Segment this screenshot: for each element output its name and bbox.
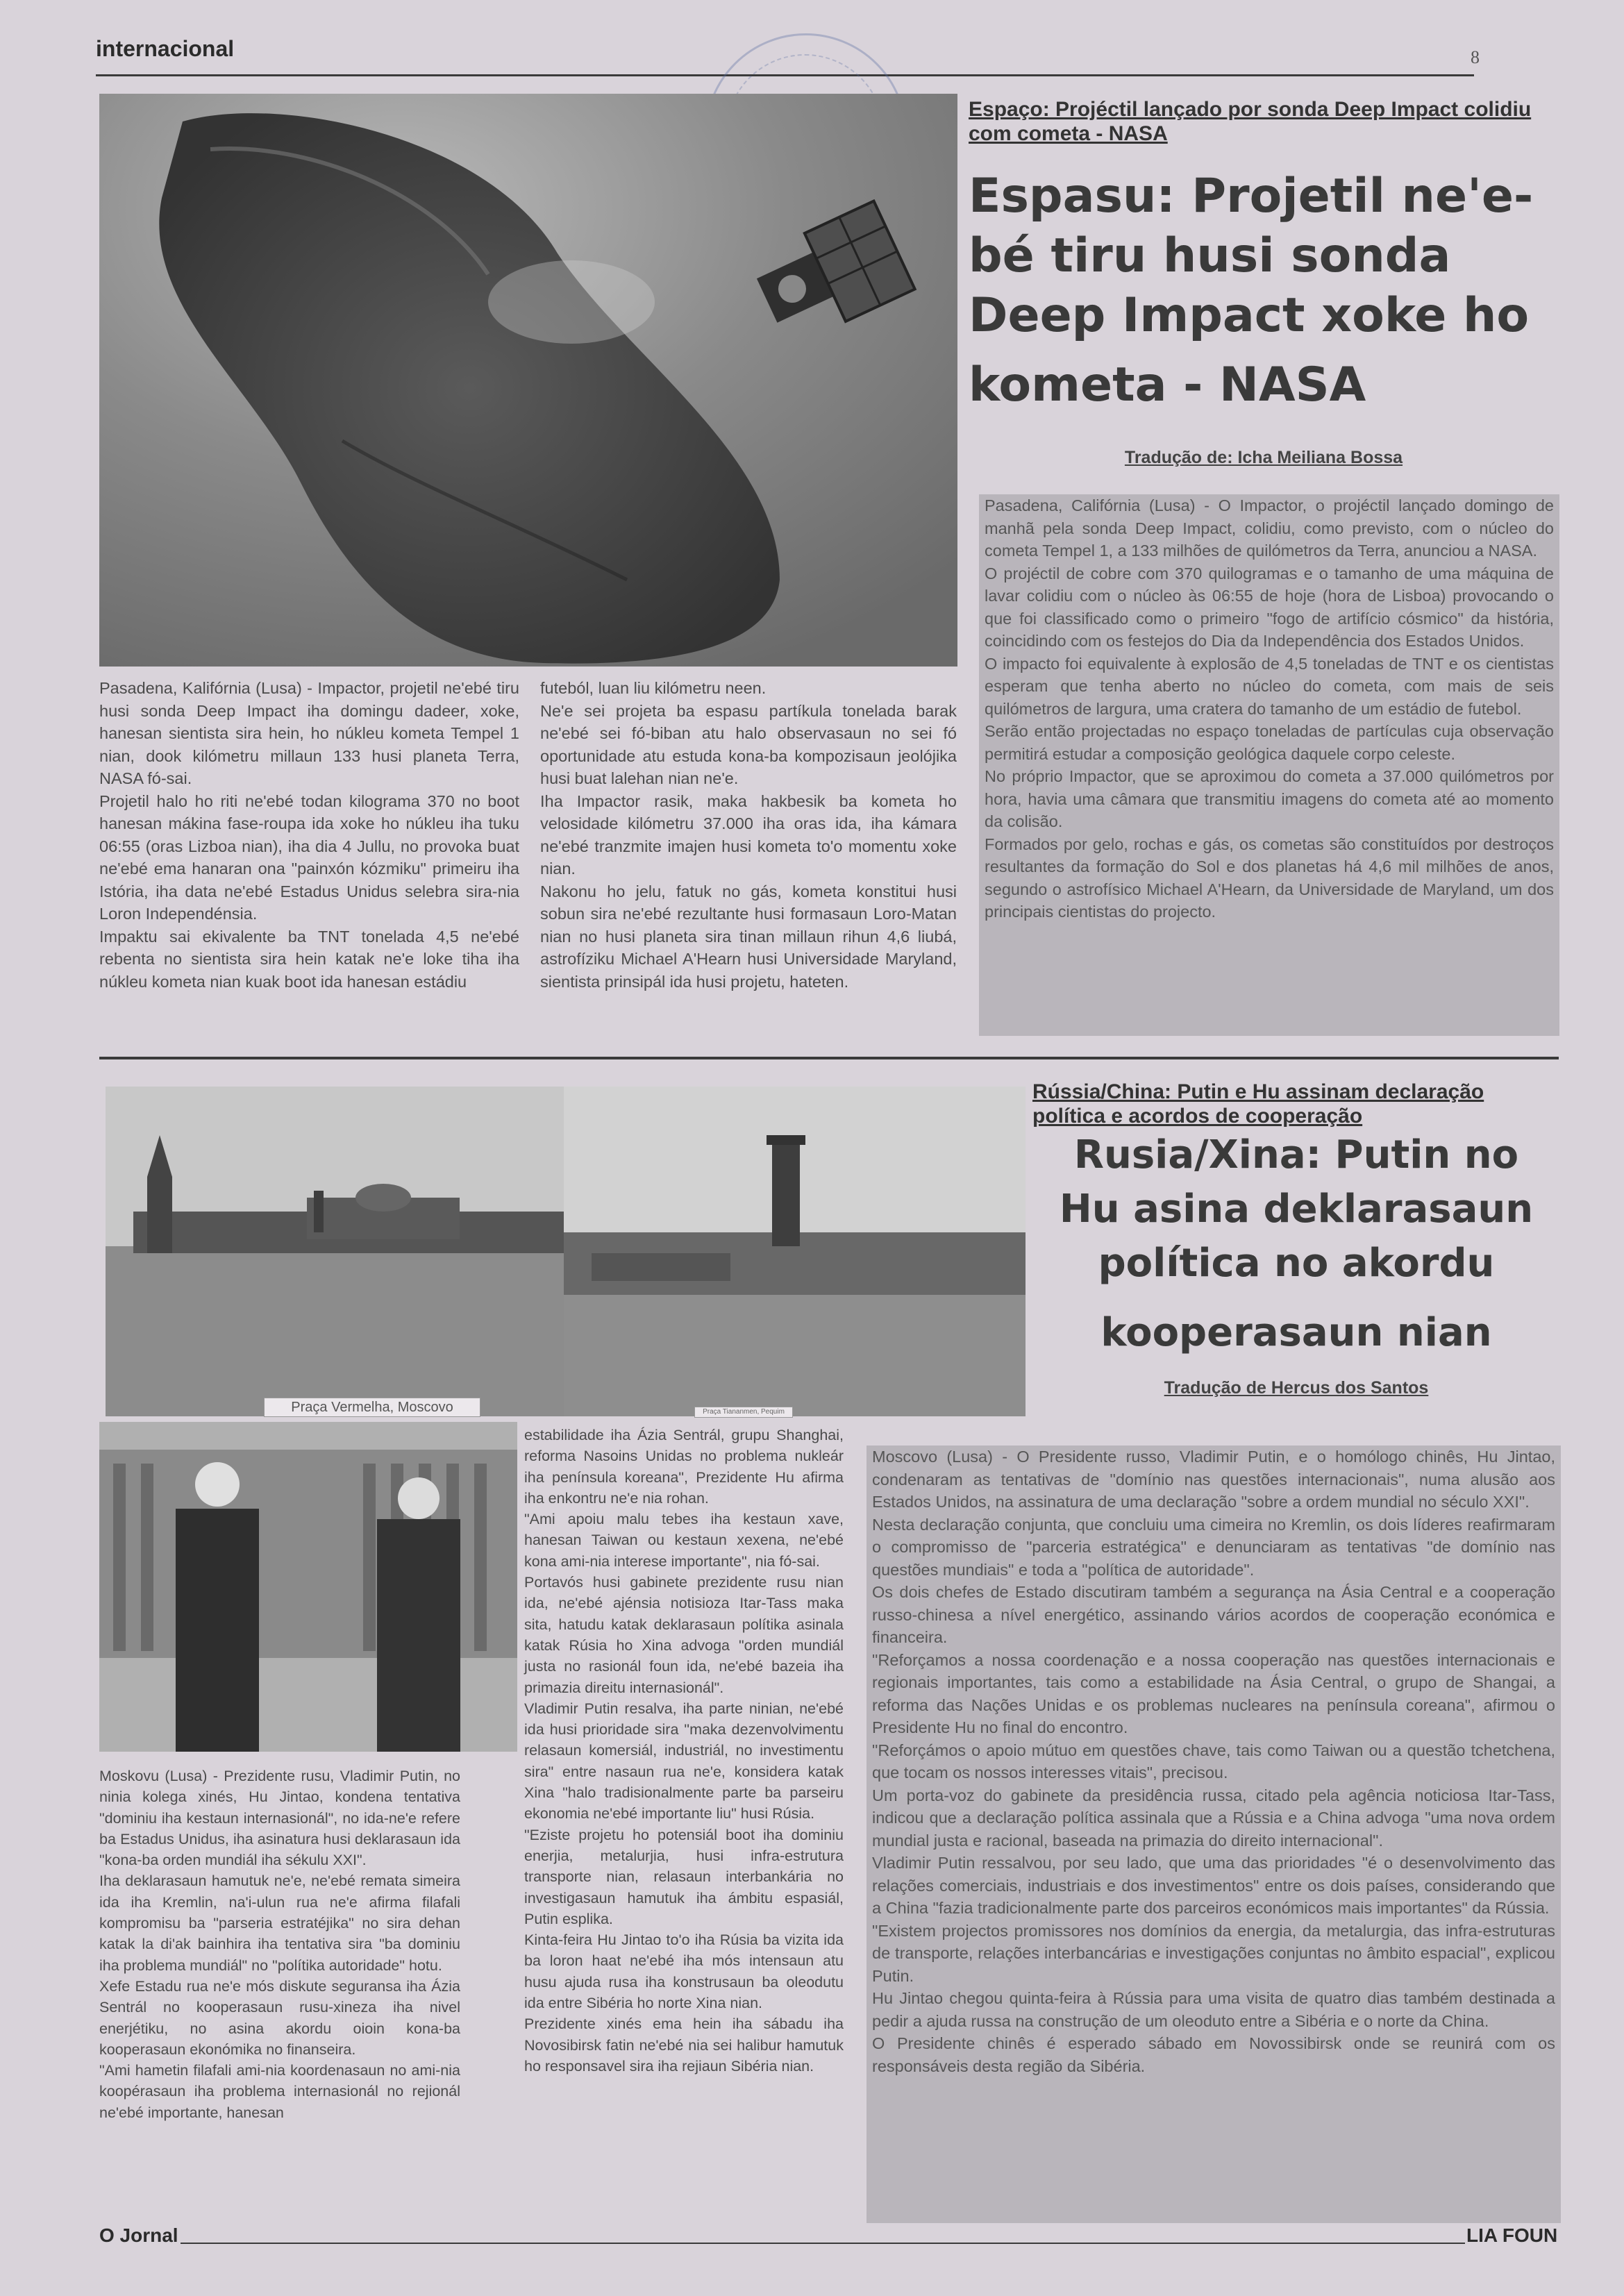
- red-square-photo: [106, 1087, 564, 1416]
- paragraph: O impacto foi equivalente à explosão de 4,5 toneladas de TNT e os cientistas esperam que tenha aberto no núcleo do cometa, com mais de seis quilómetros de largura, uma cratera do tamanho de um estádio de futebol.: [985, 654, 1554, 718]
- comet-impact-photo: [99, 94, 957, 667]
- paragraph: estabilidade iha Ázia Sentrál, grupu Shanghai, reforma Nasoins Unidas no problema nukleár iha península koreana", Prezidente Hu afirma iha enkontru ne'e nia rohan.: [524, 1427, 844, 1507]
- page-number: 8: [1471, 47, 1480, 67]
- paragraph: Prezidente xinés ema hein iha sábadu iha Novosibirsk fatin ne'ebé nia sei halibur hamutuk ho responsavel sira iha rejiaun Sibéria nian.: [524, 2016, 844, 2075]
- paragraph: Projetil halo ho riti ne'ebé todan kilograma 370 no boot hanesan mákina fase-roupa ida xoke ho núkleu iha tuku 06:55 (oras Lizboa nian), iha dia 4 Jullu, no provoka buat ne'ebé ema hanaran ona "painxón kózmiku" primeiru iha Istória, iha data ne'ebé Estadus Unidus selebra sira-nia Loron Independénsia.: [99, 791, 519, 923]
- article1-original-title: Espaço: Projéctil lançado por sonda Deep Impact colidiu com cometa - NASA: [969, 98, 1532, 146]
- paragraph: Vladimir Putin ressalvou, por seu lado, que uma das prioridades "é o desenvolvimento das relações comerciais, industriais e dos investimentos" entre os dois países, considerando que a China "fazia tradicionalmente parte dos parceiros económicos mais importantes" da Rússia.: [872, 1854, 1555, 1917]
- article1-title-line3: Deep Impact xoke ho: [969, 288, 1530, 343]
- paragraph: "Eziste projetu ho potensiál boot iha dominiu enerjia, metalurjia, husi infra-estrutura transporte nian, relasaun interbankária no investigasaun hamutuk iha ámbitu espasiál, Putin esplika.: [524, 1826, 844, 1927]
- article2-title-line4: kooperasaun nian: [1100, 1310, 1492, 1355]
- article1-tetum-col2: [540, 677, 957, 993]
- paragraph: "Ami hametin filafali ami-nia koordenasaun no ami-nia koopérasaun iha problema internasionál no rejionál ne'ebé importante, hanesan: [99, 2062, 460, 2121]
- paragraph: "Reforçamos a nossa coordenação e a nossa cooperação nas questões internacionais e regionais importantes, tais como a estabilidade na Ásia Central, o grupo de Shangai, a reforma das Nações Unidas e os problemas nucleares na península coreana", afirmou o Presidente Hu no final do encontro.: [872, 1650, 1555, 1736]
- paragraph: Moskovu (Lusa) - Prezidente rusu, Vladimir Putin, no ninia kolega xinés, Hu Jintao, kondena tentativa "dominiu iha kestaun internasionál", no ida-ne'e refere ba Estadus Unidus, iha asinatura husi deklarasaun ida "kona-ba orden mundiál iha sékulu XXI".: [99, 1768, 460, 1869]
- article1-title: [969, 167, 1580, 415]
- paragraph: Impaktu sai ekivalente ba TNT tonelada 4,5 ne'ebé rebenta no sientista sira hein katak ne'e loke tiha iha núkleu kometa nian kuak boot ida hanesan estádiu: [99, 927, 519, 991]
- paragraph: "Ami apoiu malu tebes iha kestaun xave, hanesan Taiwan ou kestaun xexena, ne'ebé kona ami-nia interese importante", nia fó-sai.: [524, 1511, 844, 1570]
- paragraph: Pasadena, Califórnia (Lusa) - O Impactor, o projéctil lançado domingo de manhã pela sonda Deep Impact, colidiu, como previsto, com o núcleo do cometa Tempel 1, a 133 milhões de quilómetros da Terra, anunciou a NASA.: [985, 496, 1554, 560]
- article2-title-line1: Rusia/Xina: Putin no: [1073, 1132, 1519, 1178]
- paragraph: Vladimir Putin resalva, iha parte ninian, ne'ebé ida husi prioridade sira "maka dezenvolvimentu relasaun komersiál, industriál, no investimentu sira" entre nasaun rua ne'e, konsidera katak Xina "halo tradisionalmente parte ba parseiru ekonomia ne'ebé importante liu" husi Rúsia.: [524, 1700, 844, 1822]
- article1-title-line1: Espasu: Projetil ne'e-: [969, 169, 1534, 224]
- article2-title: [1032, 1128, 1560, 1360]
- paragraph: Pasadena, Kalifórnia (Lusa) - Impactor, projetil ne'ebé tiru husi sonda Deep Impact iha domingu dadeer, xoke, hanesan sientista sira hein, ho núkleu kometa Tempel 1 nian, dook kilómetru millaun 133 husi planeta Terra, NASA fó-sai.: [99, 679, 519, 787]
- article2-tetum-col1: [99, 1766, 460, 2123]
- paragraph: Kinta-feira Hu Jintao to'o iha Rúsia ba vizita ida ba loron haat ne'ebé iha mós intensaun atu husu ajuda rusa iha konstrusaun ba oleodutu ida entre Sibéria ho norte Xina nian.: [524, 1932, 844, 2012]
- footer-right-label: LIA FOUN: [1466, 2224, 1558, 2246]
- paragraph: Nesta declaração conjunta, que concluiu uma cimeira no Kremlin, os dois líderes reafirmaram o compromisso de "parceria estratégica" e denunciaram as tentativas "de domínio nas questões mundiais" e toda a "política de autoridade".: [872, 1515, 1555, 1579]
- paragraph: Serão então projectadas no espaço toneladas de partículas cuja observação permitirá estudar a composição geológica daquele corpo celeste.: [985, 722, 1554, 763]
- caption-tiananmen: Praça Tiananmen, Pequim: [694, 1407, 793, 1418]
- footer-publication: O Jornal: [99, 2224, 178, 2246]
- article1-credit: Tradução de: Icha Meiliana Bossa: [1124, 448, 1403, 467]
- article2-original-title: Rússia/China: Putin e Hu assinam declaração política e acordos de cooperação: [1032, 1080, 1484, 1128]
- paragraph: Um porta-voz do gabinete da presidência russa, citado pela agência noticiosa Itar-Tass, indicou que a declaração política assinala que a Rússia e a China advoga "uma nova ordem mundial justa e racional, baseada na primazia do direito internacional".: [872, 1786, 1555, 1850]
- tiananmen-square-photo: [564, 1087, 1026, 1416]
- article1-portuguese-text: [979, 494, 1559, 1036]
- article2-title-line3: política no akordu: [1098, 1241, 1495, 1286]
- section-label: internacional: [96, 36, 235, 61]
- paragraph: O projéctil de cobre com 370 quilogramas e o tamanho de uma máquina de lavar colidiu com o núcleo às 06:55 de hoje (hora de Lisboa) provocando o que foi classificado como o primeiro "fogo de artifício cósmico" da história, coincidindo com os festejos do Dia da Independência dos Estados Unidos.: [985, 564, 1554, 650]
- paragraph: Iha Impactor rasik, maka hakbesik ba kometa ho velosidade kilómetru 37.000 iha oras ida, iha kámara ne'ebé tranzmite imajen husi kometa to'o momentu xoke nian.: [540, 791, 957, 878]
- paragraph: Moscovo (Lusa) - O Presidente russo, Vladimir Putin, e o homólogo chinês, Hu Jintao, condenaram as tentativas de "domínio nas questões internacionais", numa alusão aos Estados Unidos, na assinatura de uma declaração "sobre a ordem mundial no século XXI".: [872, 1448, 1555, 1511]
- paragraph: No próprio Impactor, que se aproximou do cometa a 37.000 quilómetros por hora, havia uma câmara que transmitiu imagens do cometa até ao momento da colisão.: [985, 767, 1554, 830]
- paragraph: "Existem projectos promissores nos domínios da energia, da metalurgia, das infra-estruturas de transporte, relações interbancárias e investigações conjuntas no âmbito espacial", explicou Putin.: [872, 1921, 1555, 1985]
- paragraph: Iha deklarasaun hamutuk ne'e, ne'ebé remata simeira ida iha Kremlin, na'i-ulun rua ne'e afirma filafali kompromisu ba "parseria estratéjika" no sira dehan katak la di'ak bainhira iha tentativa sira "ba dominiu iha problema mundiál" no "polítika autoridade" hotu.: [99, 1872, 460, 1974]
- putin-hu-photo: [99, 1422, 517, 1752]
- paragraph: Os dois chefes de Estado discutiram também a segurança na Ásia Central e a cooperação russo-chinesa a nível energético, assinando vários acordos de cooperação económica e financeira.: [872, 1583, 1555, 1646]
- paragraph: Portavós husi gabinete prezidente rusu nian ida, ne'ebé ajénsia notisioza Itar-Tass maka sita, hatudu katak deklarasaun polítika asinala katak Rúsia ho Xina advoga "orden mundiál justa no rasionál foun ida, ne'ebé bazeia iha primazia direitu internasionál".: [524, 1574, 844, 1696]
- paragraph: Nakonu ho jelu, fatuk no gás, kometa konstitui husi sobun sira ne'ebé rezultante husi formasaun Loro-Matan nian no husi planeta sira tinan millaun rihun 4,6 liubá, astrofíziku Michael A'Hearn husi Universidade Maryland, sientista prinsipál ida husi projetu, hateten.: [540, 882, 957, 991]
- section-divider: [99, 1057, 1559, 1059]
- paragraph: "Reforçámos o apoio mútuo em questões chave, tais como Taiwan ou a questão tchetchena, que tocam os nossos interesses vitais", precisou.: [872, 1741, 1555, 1782]
- paragraph: Ne'e sei projeta ba espasu partíkula tonelada barak ne'ebé sei fó-biban atu halo observasaun no sei fó oportunidade atu estuda kona-ba kompozisaun jeolójika husi buat lalehan nian ne'e.: [540, 701, 957, 787]
- paragraph: futeból, luan liu kilómetru neen.: [540, 679, 767, 697]
- paragraph: Hu Jintao chegou quinta-feira à Rússia para uma visita de quatro dias também destinada a pedir a ajuda russa na construção de um oleoduto entre a Sibéria e o norte da China.: [872, 1989, 1555, 2030]
- paragraph: Xefe Estadu rua ne'e mós diskute seguransa iha Ázia Sentrál no kooperasaun rusu-xineza iha nivel enerjétiku, no asina akordu oioin kona-ba kooperasaun ekonómika no finanseira.: [99, 1977, 460, 2058]
- footer-rule: [181, 2243, 1465, 2244]
- article2-tetum-col2: [524, 1425, 844, 2077]
- paragraph: O Presidente chinês é esperado sábado em Novossibirsk onde se reunirá com os responsáveis desta região da Sibéria.: [872, 2034, 1555, 2075]
- paragraph: Formados por gelo, rochas e gás, os cometas são constituídos por destroços resultantes da formação do Sol e dos planetas há 4,6 mil milhões de anos, segundo o astrofísico Michael A'Hearn, da Universidade de Maryland, um dos principais cientistas do projecto.: [985, 835, 1554, 921]
- article2-credit: Tradução de Hercus dos Santos: [1164, 1378, 1429, 1398]
- article2-portuguese-text: [867, 1446, 1561, 2223]
- article2-title-line2: Hu asina deklarasaun: [1059, 1187, 1534, 1232]
- article1-title-line4: kometa - NASA: [969, 358, 1366, 412]
- caption-red-square: Praça Vermelha, Moscovo: [264, 1398, 480, 1417]
- article1-title-line2: bé tiru husi sonda: [969, 228, 1451, 283]
- article1-tetum-col1: [99, 677, 519, 993]
